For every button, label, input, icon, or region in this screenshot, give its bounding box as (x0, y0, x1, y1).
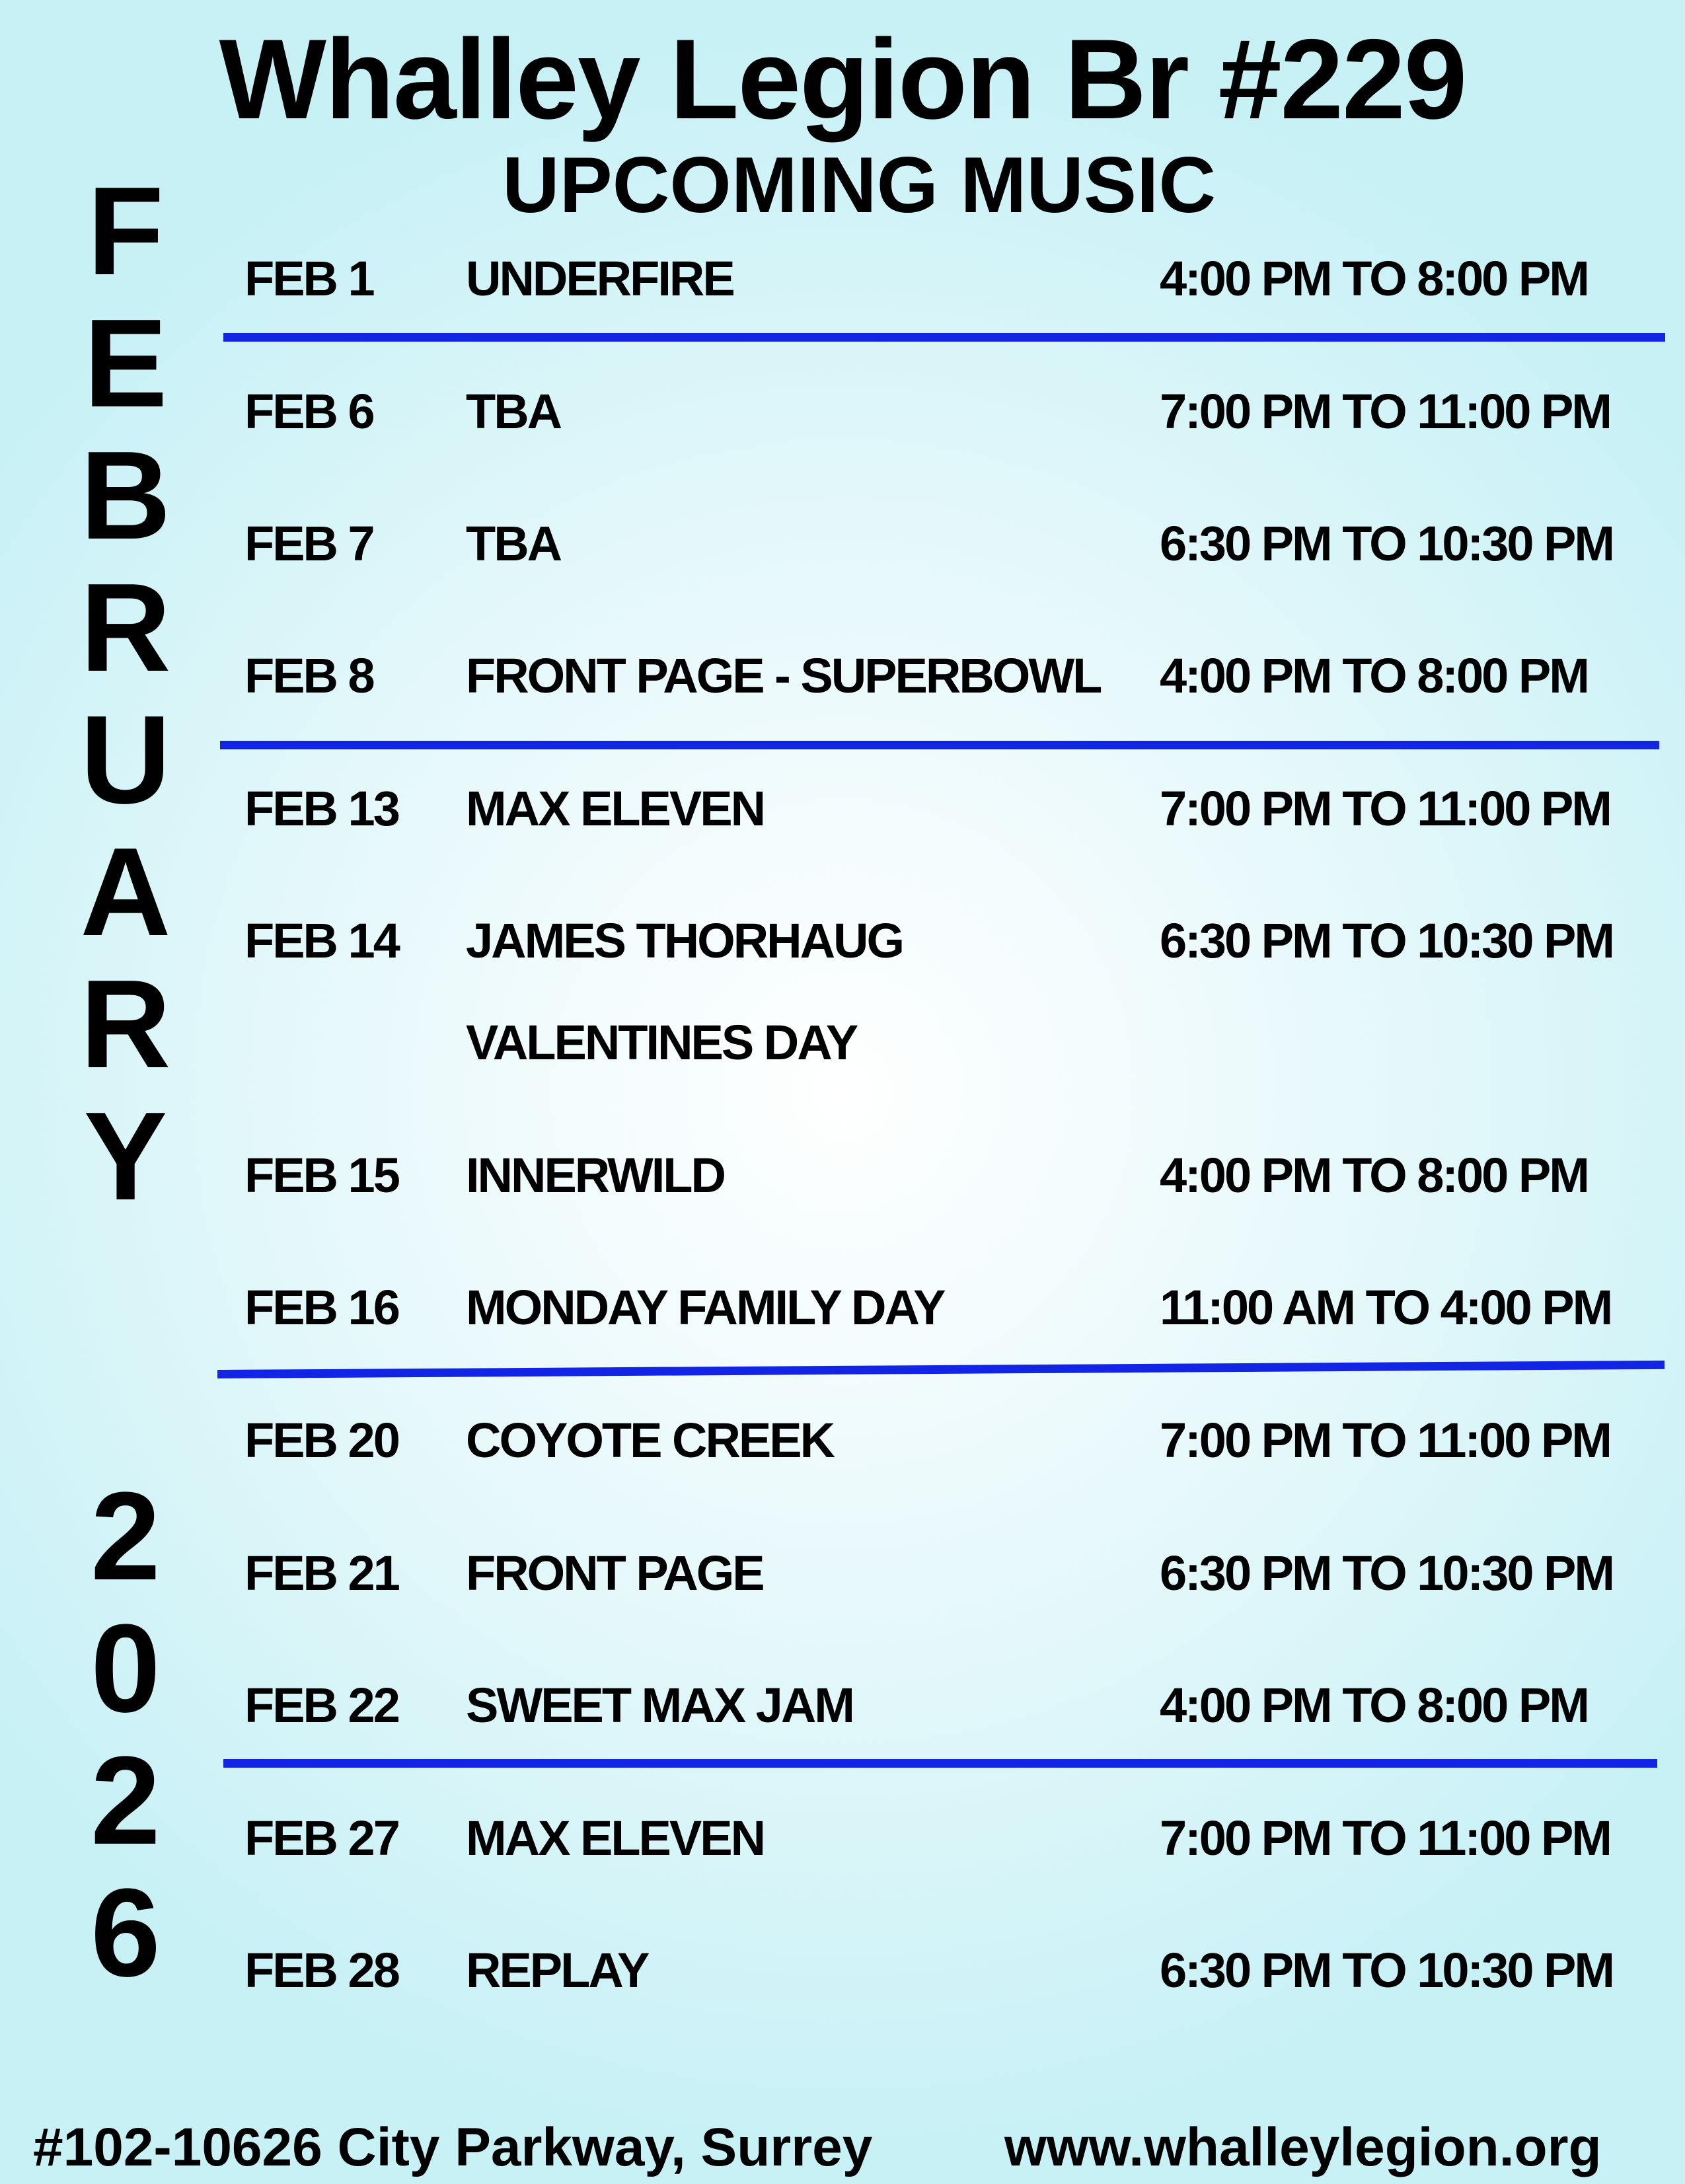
schedule-row (0, 643, 1685, 709)
event-time: 4:00 PM TO 8:00 PM (1160, 1148, 1588, 1203)
month-letter: U (80, 690, 171, 830)
event-act: MONDAY FAMILY DAY (466, 1280, 944, 1335)
event-date: FEB 14 (244, 913, 398, 968)
schedule-row (0, 1010, 1685, 1076)
event-act: SWEET MAX JAM (466, 1678, 853, 1733)
footer-address: #102-10626 City Parkway, Surrey (33, 2117, 873, 2177)
event-act: REPLAY (466, 1943, 648, 1998)
schedule-row (0, 379, 1685, 445)
schedule-row (0, 1673, 1685, 1739)
event-act: VALENTINES DAY (466, 1015, 857, 1070)
page-title: Whalley Legion Br #229 (219, 16, 1466, 143)
event-date: FEB 28 (244, 1943, 398, 1998)
event-date: FEB 22 (244, 1678, 398, 1733)
schedule-row (0, 1805, 1685, 1871)
event-act: MAX ELEVEN (466, 781, 765, 836)
event-date: FEB 21 (244, 1546, 398, 1600)
event-act: UNDERFIRE (466, 251, 733, 306)
event-act: TBA (466, 384, 561, 439)
month-letter: A (80, 822, 171, 962)
event-time: 6:30 PM TO 10:30 PM (1160, 1943, 1614, 1998)
month-letter: B (80, 426, 171, 566)
event-date: FEB 13 (244, 781, 398, 836)
event-act: COYOTE CREEK (466, 1413, 834, 1468)
event-time: 6:30 PM TO 10:30 PM (1160, 913, 1614, 968)
event-act: TBA (466, 516, 561, 571)
year-digit: 2 (91, 1466, 161, 1606)
event-date: FEB 1 (244, 251, 373, 306)
event-time: 7:00 PM TO 11:00 PM (1160, 384, 1610, 439)
event-time: 4:00 PM TO 8:00 PM (1160, 1678, 1588, 1733)
week-divider (217, 1361, 1665, 1378)
event-time: 7:00 PM TO 11:00 PM (1160, 1413, 1610, 1468)
event-date: FEB 6 (244, 384, 373, 439)
event-act: FRONT PAGE (466, 1546, 763, 1600)
event-date: FEB 20 (244, 1413, 398, 1468)
footer-website: www.whalleylegion.org (1004, 2117, 1602, 2177)
event-time: 4:00 PM TO 8:00 PM (1160, 251, 1588, 306)
month-letter: Y (83, 1086, 168, 1226)
schedule-row (0, 1408, 1685, 1474)
year-digit: 6 (91, 1863, 161, 2003)
event-date: FEB 16 (244, 1280, 398, 1335)
schedule-row (0, 1938, 1685, 2004)
month-letter: E (83, 293, 168, 433)
week-divider (223, 333, 1665, 342)
schedule-row (0, 511, 1685, 577)
month-letter: R (80, 558, 171, 698)
schedule-row (0, 908, 1685, 974)
event-time: 4:00 PM TO 8:00 PM (1160, 648, 1588, 703)
week-divider (223, 1759, 1657, 1768)
schedule-row (0, 1143, 1685, 1209)
page-subtitle: UPCOMING MUSIC (502, 141, 1216, 229)
event-date: FEB 8 (244, 648, 373, 703)
event-time: 6:30 PM TO 10:30 PM (1160, 516, 1614, 571)
event-time: 6:30 PM TO 10:30 PM (1160, 1546, 1614, 1600)
month-letter: F (87, 161, 165, 301)
week-divider (220, 741, 1659, 749)
event-date: FEB 27 (244, 1811, 398, 1865)
year-digit: 2 (91, 1731, 161, 1871)
event-date: FEB 7 (244, 516, 373, 571)
event-date: FEB 15 (244, 1148, 398, 1203)
event-time: 7:00 PM TO 11:00 PM (1160, 1811, 1610, 1865)
schedule-row (0, 1275, 1685, 1341)
event-act: JAMES THORHAUG (466, 913, 903, 968)
schedule-row (0, 776, 1685, 842)
event-act: FRONT PAGE - SUPERBOWL (466, 648, 1101, 703)
event-time: 11:00 AM TO 4:00 PM (1160, 1280, 1612, 1335)
event-act: MAX ELEVEN (466, 1811, 765, 1865)
year-digit: 0 (91, 1599, 161, 1739)
schedule-row (0, 1540, 1685, 1606)
event-act: INNERWILD (466, 1148, 724, 1203)
month-letter: R (80, 954, 171, 1094)
schedule-row (0, 246, 1685, 312)
event-time: 7:00 PM TO 11:00 PM (1160, 781, 1610, 836)
